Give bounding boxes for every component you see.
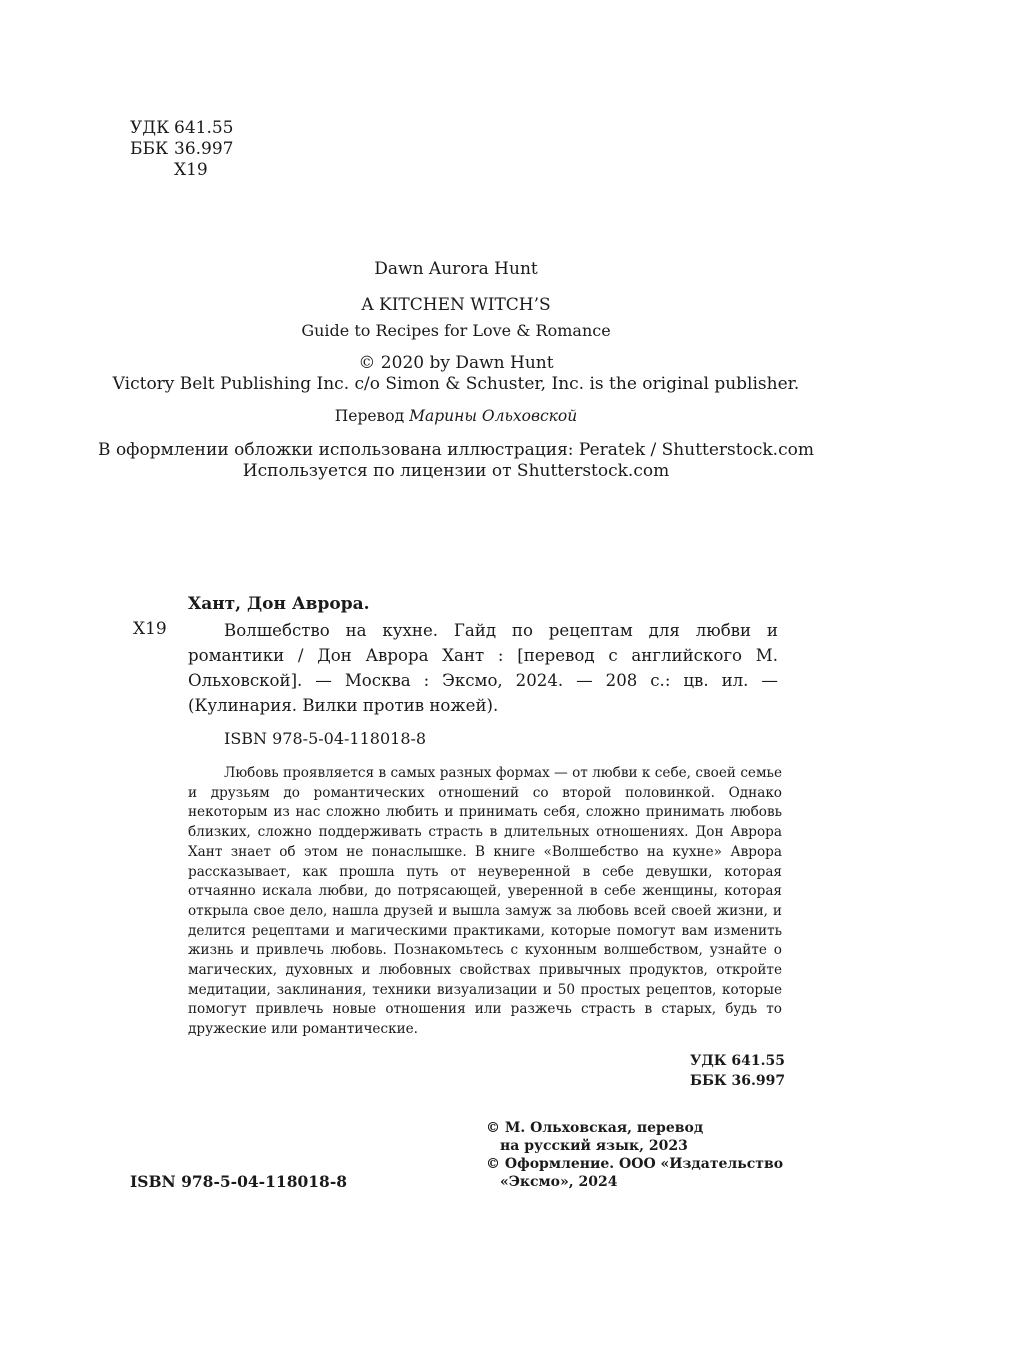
entry-author-mark: Х19 xyxy=(133,619,167,639)
entry-heading: Хант, Дон Аврора. xyxy=(188,594,370,614)
annotation: Любовь проявляется в самых разных формах — от любви к себе, своей семье и друзьям до романтических отношений со второй половинкой. Однако некоторым из нас сложно любить и принимать себя, сложно принимать любовь близких, сложно поддерживать страсть в длительных отношениях. Дон Аврора Хант знает об этом не понаслышке. В книге «Волшебство на кухне» Аврора рассказывает, как прошла путь от неуверенной в себе девушки, которая отчаянно искала любви, до потрясающей, уверенной в себе женщины, которая открыла свое дело, нашла друзей и вышла замуж за любовь всей своей жизни, и делится рецептами и магическими практиками, которые помогут вам изменить жизнь и привлечь любовь. Познакомьтесь с кухонным волшебством, узнайте о магических, духовных и любовных свойствах привычных продуктов, откройте медитации, заклинания, техники визуализации и 50 простых рецептов, которые помогут привлечь новые отношения или разжечь страсть в старых, будь то дружеские или романтические. xyxy=(188,765,782,1038)
cover-note-line1: В оформлении обложки использована иллюстрация: Peratek / Shutterstock.com xyxy=(98,440,814,460)
footer-isbn: ISBN 978-5-04-118018-8 xyxy=(130,1172,348,1191)
original-title: A KITCHEN WITCH’S xyxy=(361,295,551,315)
publisher-note: Victory Belt Publishing Inc. c/o Simon & Schuster, Inc. is the original publisher. xyxy=(112,374,800,394)
copyright-design-line2: «Эксмо», 2024 xyxy=(500,1174,618,1190)
entry-description: Волшебство на кухне. Гайд по рецептам для любви и романтики / Дон Аврора Хант : [перевод с английского М. Ольховской]. — Москва : Эксмо, 2024. — 208 с.: цв. ил. — (Кулинария. Вилки против ножей). xyxy=(188,621,778,715)
bbk-value: 36.997 xyxy=(174,139,234,159)
copyright-translation-line1: © М. Ольховская, перевод xyxy=(486,1120,704,1136)
cover-note-line2: Используется по лицензии от Shutterstock.com xyxy=(242,461,670,481)
author-mark: Х19 xyxy=(174,160,208,180)
udk-label: УДК xyxy=(130,118,170,138)
original-subtitle: Guide to Recipes for Love & Romance xyxy=(301,321,611,340)
translator-name: Марины Ольховской xyxy=(409,407,578,425)
copyright-design-line1: © Оформление. ООО «Издательство xyxy=(486,1156,784,1172)
copyright-block xyxy=(486,1119,783,1191)
footer-classification xyxy=(690,1051,785,1091)
footer-udk: УДК 641.55 xyxy=(690,1053,785,1069)
copyright-translation-line2: на русский язык, 2023 xyxy=(500,1138,688,1154)
original-author: Dawn Aurora Hunt xyxy=(374,259,538,279)
udk-row xyxy=(130,118,233,139)
entry-isbn: ISBN 978-5-04-118018-8 xyxy=(224,729,427,748)
original-copyright: © 2020 by Dawn Hunt xyxy=(358,353,554,373)
bbk-row xyxy=(130,139,233,160)
translation-credit xyxy=(0,407,912,425)
footer-bbk: ББК 36.997 xyxy=(690,1073,786,1089)
translation-prefix: Перевод xyxy=(334,407,405,425)
classification-codes xyxy=(130,118,233,181)
udk-value: 641.55 xyxy=(174,118,234,138)
bbk-label: ББК xyxy=(130,139,169,159)
